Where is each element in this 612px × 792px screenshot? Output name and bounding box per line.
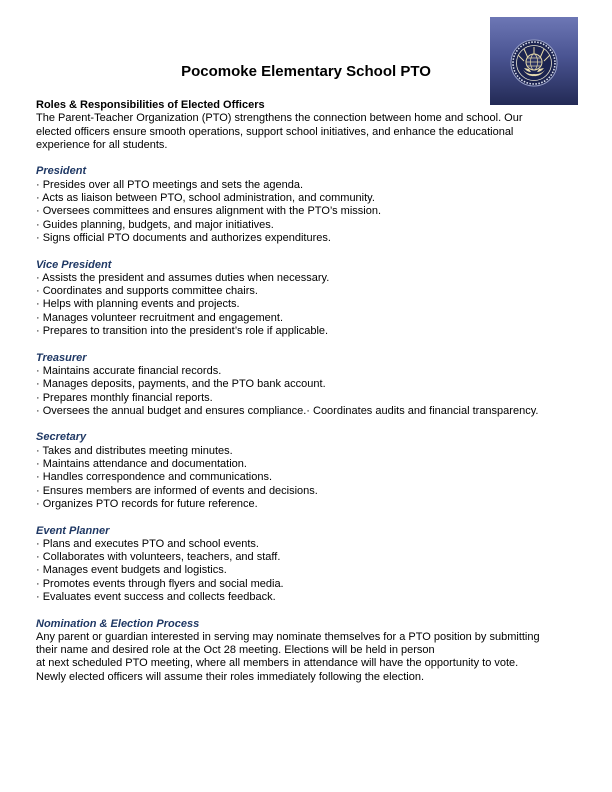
section-heading: Treasurer <box>36 351 87 364</box>
bullet-line: · Organizes PTO records for future reference. <box>36 497 258 510</box>
section-heading: Secretary <box>36 431 87 444</box>
section-heading: Vice President <box>36 258 112 271</box>
text-line: Newly elected officers will assume their roles immediately following the election. <box>36 670 425 683</box>
text-line: elected officers ensure smooth operations, support school initiatives, and enhance the educational <box>36 125 514 138</box>
bullet-line: · Presides over all PTO meetings and sets the agenda. <box>36 178 303 191</box>
officer-sections <box>36 165 578 604</box>
bullet-line: · Signs official PTO documents and authorizes expenditures. <box>36 231 331 244</box>
bullet-line: · Plans and executes PTO and school events. <box>36 537 259 550</box>
bullet-line: · Maintains attendance and documentation. <box>36 458 247 471</box>
bullet-line: · Maintains accurate financial records. <box>36 364 222 377</box>
document-content <box>36 99 578 697</box>
section-heading: President <box>36 165 87 178</box>
text-line: at next scheduled PTO meeting, where all members in attendance will have the opportunity to vote. <box>36 657 519 670</box>
officer-section <box>36 525 578 605</box>
bullet-line: · Ensures members are informed of events and decisions. <box>36 484 318 497</box>
officer-section <box>36 352 578 418</box>
bullet-line: · Prepares to transition into the president’s role if applicable. <box>36 325 329 338</box>
text-line: experience for all students. <box>36 138 168 151</box>
officer-section <box>36 165 578 245</box>
bullet-line: · Manages volunteer recruitment and engagement. <box>36 311 284 324</box>
text-line: their name and desired role at the Oct 28 meeting. Elections will be held in person <box>36 644 435 657</box>
officer-section <box>36 431 578 511</box>
bullet-line: · Handles correspondence and communications. <box>36 471 273 484</box>
bullet-line: · Oversees committees and ensures alignment with the PTO’s mission. <box>36 205 382 218</box>
text-line: The Parent-Teacher Organization (PTO) strengthens the connection between home and school. Our <box>36 112 523 125</box>
bullet-line: · Helps with planning events and projects. <box>36 298 240 311</box>
intro-paragraph <box>36 112 578 152</box>
bullet-line: · Guides planning, budgets, and major initiatives. <box>36 218 274 231</box>
intro-block <box>36 99 578 152</box>
school-logo <box>490 17 578 105</box>
bullet-line: · Manages deposits, payments, and the PTO bank account. <box>36 378 326 391</box>
nomination-paragraph <box>36 631 578 684</box>
bullet-line: · Prepares monthly financial reports. <box>36 391 213 404</box>
bullet-line: · Takes and distributes meeting minutes. <box>36 444 233 457</box>
nomination-heading: Nomination & Election Process <box>36 617 200 630</box>
school-seal-icon <box>490 17 578 105</box>
bullet-line: · Acts as liaison between PTO, school administration, and community. <box>36 192 375 205</box>
text-line: Any parent or guardian interested in serving may nominate themselves for a PTO position by submitting <box>36 630 540 643</box>
bullet-line: · Oversees the annual budget and ensures compliance.· Coordinates audits and financial transparency. <box>36 404 539 417</box>
bullet-line: · Collaborates with volunteers, teachers, and staff. <box>36 551 281 564</box>
section-heading: Event Planner <box>36 524 110 537</box>
bullet-line: · Manages event budgets and logistics. <box>36 564 227 577</box>
officer-section <box>36 259 578 339</box>
intro-heading: Roles & Responsibilities of Elected Officers <box>36 99 265 111</box>
bullet-line: · Coordinates and supports committee chairs. <box>36 285 258 298</box>
bullet-line: · Assists the president and assumes duties when necessary. <box>36 271 330 284</box>
bullet-line: · Promotes events through flyers and social media. <box>36 577 284 590</box>
bullet-line: · Evaluates event success and collects feedback. <box>36 590 276 603</box>
nomination-section <box>36 618 578 684</box>
page-title: Pocomoke Elementary School PTO <box>181 63 431 80</box>
